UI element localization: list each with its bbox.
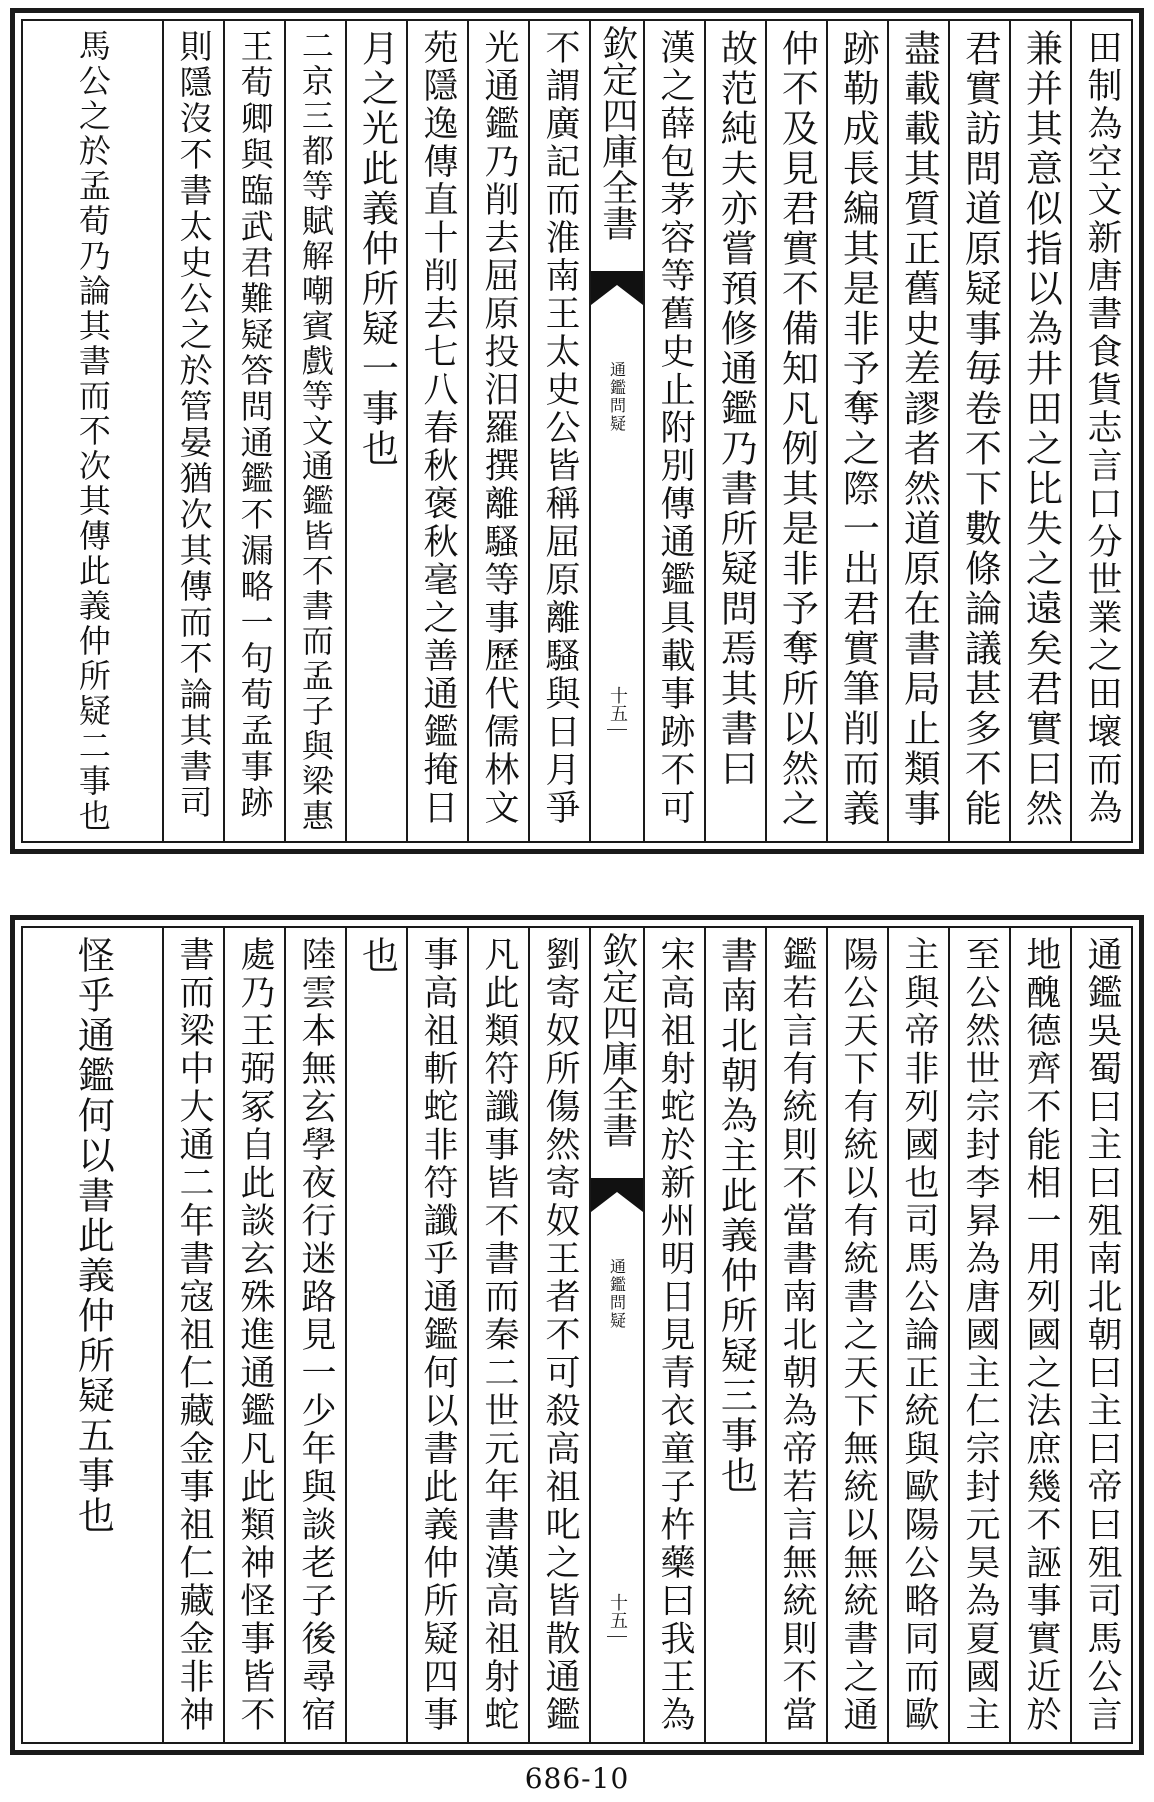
folio-rule — [607, 1636, 628, 1637]
text-column: 鑑若言有統則不當書南北朝為帝若言無統則不當 — [765, 928, 826, 1742]
text-column: 君實訪問道原疑事毎卷不下數條論議甚多不能 — [948, 21, 1009, 841]
fishtail-mark — [591, 271, 643, 305]
text-column: 馬公之於孟荀乃論其書而不次其傳此義仲所疑二事也 — [73, 29, 112, 834]
text-column: 跡勒成長編其是非予奪之際一出君實筆削而義 — [826, 21, 887, 841]
section-subtitle: 通鑑問疑 — [607, 1258, 627, 1330]
top-page-columns — [23, 21, 1131, 841]
text-column: 則隱沒不書太史公之於管晏猶次其傳而不論其書司 — [162, 21, 223, 841]
text-column: 書南北朝為主此義仲所疑三事也 — [704, 928, 765, 1742]
section-subtitle: 通鑑問疑 — [607, 361, 627, 433]
fishtail-mark — [591, 1178, 643, 1212]
text-column: 月之光此義仲所疑一事也 — [345, 21, 406, 841]
text-column: 盡載載其質正舊史差謬者然道原在書局止類事 — [887, 21, 948, 841]
text-column: 通鑑吳蜀曰主曰殂南北朝曰主曰帝曰殂司馬公言 — [1070, 928, 1131, 1742]
text-column: 凡此類符讖事皆不書而秦二世元年書漢高祖射蛇 — [467, 928, 528, 1742]
text-column: 陽公天下有統以有統書之天下無統以無統書之通 — [826, 928, 887, 1742]
top-page — [10, 8, 1144, 854]
text-column: 田制為空文新唐書食貨志言口分世業之田壞而為 — [1070, 21, 1131, 841]
center-margin-column — [589, 21, 643, 841]
text-column: 至公然世宗封李昪為唐國主仁宗封元昊為夏國主 — [948, 928, 1009, 1742]
text-column: 兼并其意似指以為井田之比失之遠矣君實曰然 — [1009, 21, 1070, 841]
bottom-page-frame — [21, 926, 1133, 1744]
text-column: 也 — [345, 928, 406, 1742]
text-column: 王荀卿與臨武君難疑答問通鑑不漏略一句荀孟事跡 — [223, 21, 284, 841]
text-column: 地醜德齊不能相一用列國之法庶幾不誣事實近於 — [1009, 928, 1070, 1742]
center-margin-column — [589, 928, 643, 1742]
text-column: 劉寄奴所傷然寄奴王者不可殺高祖叱之皆散通鑑 — [528, 928, 589, 1742]
top-page-frame — [21, 19, 1133, 843]
folio-rule — [607, 729, 628, 730]
text-column: 怪乎通鑑何以書此義仲所疑五事也 — [71, 936, 115, 1536]
text-column: 漢之薛包茅容等舊史止附別傳通鑑具載事跡不可 — [643, 21, 704, 841]
bottom-page-columns — [23, 928, 1131, 1742]
text-column: 故范純夫亦嘗預修通鑑乃書所疑問焉其書曰 — [704, 21, 765, 841]
folio-number: 十五 — [607, 1593, 628, 1629]
text-column: 光通鑑乃削去屈原投汨羅撰離騷等事歷代儒林文 — [467, 21, 528, 841]
text-column: 二京三都等賦解嘲賓戲等文通鑑皆不書而孟子與梁惠 — [284, 21, 345, 841]
page-number: 686-10 — [524, 1762, 630, 1795]
text-column: 書而梁中大通二年書寇祖仁藏金事祖仁藏金非神 — [162, 928, 223, 1742]
text-column: 處乃王弼冢自此談玄殊進通鑑凡此類神怪事皆不 — [223, 928, 284, 1742]
folio-number: 十五 — [607, 686, 628, 722]
text-column: 不謂廣記而淮南王太史公皆稱屈原離騷與日月爭 — [528, 21, 589, 841]
text-column: 事高祖斬蛇非符讖乎通鑑何以書此義仲所疑四事 — [406, 928, 467, 1742]
text-column: 苑隱逸傳直十削去七八春秋褒秋毫之善通鑑掩日 — [406, 21, 467, 841]
book-title-heading: 欽定四庫全書 — [596, 25, 638, 241]
bottom-page — [10, 915, 1144, 1755]
text-column: 宋高祖射蛇於新州明日見青衣童子杵藥曰我王為 — [643, 928, 704, 1742]
text-column: 陸雲本無玄學夜行迷路見一少年與談老子後尋宿 — [284, 928, 345, 1742]
text-column: 主與帝非列國也司馬公論正統與歐陽公略同而歐 — [887, 928, 948, 1742]
book-title-heading: 欽定四庫全書 — [596, 932, 638, 1148]
text-column: 仲不及見君實不備知凡例其是非予奪所以然之 — [765, 21, 826, 841]
